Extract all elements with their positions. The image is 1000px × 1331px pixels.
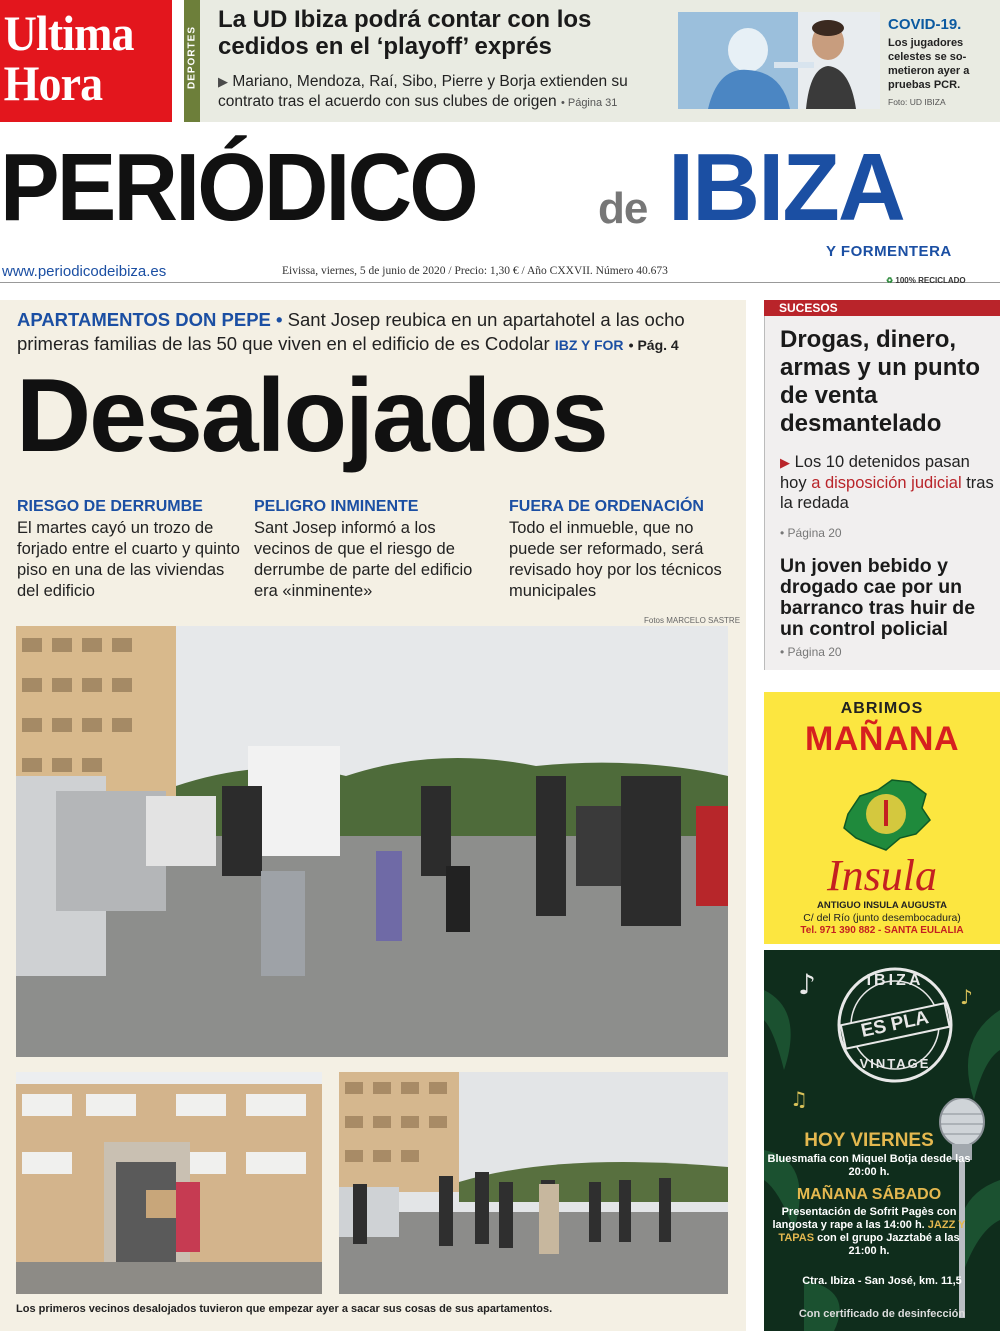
kicker-text: Sant Josep reubica en un apartahotel a las ocho primeras familias de las 50 que viven en el edificio de es Codolar [17, 309, 685, 354]
espla-day2: MAÑANA SÁBADO [796, 1186, 942, 1203]
ibiza-island-icon [830, 768, 940, 858]
sucesos-page-ref-2: • Página 20 [780, 645, 842, 659]
masthead-name-place[interactable]: IBIZA [668, 134, 904, 241]
kicker-bullet: • [276, 309, 283, 330]
music-note-icon: ♪ [798, 968, 816, 1001]
sports-page-ref: • Página 31 [560, 97, 618, 109]
kicker-label: APARTAMENTOS DON PEPE [17, 309, 271, 330]
column-text: El martes cayó un trozo de forjado entre el cuarto y quinto piso en una de las viviendas del edificio [17, 519, 240, 600]
column-risk [17, 496, 243, 602]
covid-credit: Foto: UD IBIZA [888, 97, 946, 107]
masthead-name-main[interactable]: PERIÓDICO [0, 134, 476, 241]
column-text: Todo el inmueble, que no puede ser reformado, será revisado hoy por los técnicos municipales [509, 519, 722, 600]
espla-day1-text: Bluesmafia con Miquel Botja desde las 20:00 h. [767, 1153, 971, 1178]
main-kicker[interactable] [17, 308, 732, 357]
sports-headline[interactable]: La UD Ibiza podrá contar con los cedidos en el ‘playoff’ exprés [218, 6, 592, 60]
column-head: FUERA DE ORDENACIÓN [509, 498, 704, 515]
espla-day2-text: Presentación de Sofrit Pagès con langosta y rape a las 14:00 h. JAZZ Y TAPAS con el grupo Jazztabé a las 21:00 h. [772, 1206, 966, 1257]
covid-test-photo [678, 12, 880, 109]
main-headline[interactable]: Desalojados [16, 358, 607, 474]
sucesos-subhead-1: ▶ Los 10 detenidos pasan hoy a disposición judicial tras la redada [780, 453, 994, 512]
column-ordenacion [509, 496, 735, 602]
section-tab-label: DEPORTES [186, 26, 198, 90]
espla-day1: HOY VIERNES [804, 1130, 934, 1151]
masthead-name-de: de [598, 184, 648, 233]
column-text: Sant Josep informó a los vecinos de que el riesgo de derrumbe de parte del edificio era «inminente» [254, 519, 473, 600]
sucesos-section-tag: SUCESOS [764, 300, 1000, 316]
insula-ad-sub2: C/ del Río (junto desembocadura) [803, 912, 961, 924]
photo-credit: Fotos MARCELO SASTRE [644, 616, 741, 625]
column-head: RIESGO DE DERRUMBE [17, 498, 203, 515]
music-note-icon: ♪ [960, 985, 973, 1009]
section-tab-deportes [184, 0, 200, 122]
covid-text: Los jugadores celestes se so-metieron ayer a pruebas PCR. [888, 37, 970, 91]
column-danger [254, 496, 480, 602]
recycled-badge: ♻ 100% RECICLADO [886, 276, 966, 285]
residents-gathering-photo [339, 1072, 728, 1294]
sucesos-rule [764, 316, 765, 670]
espla-badge-bottom: VINTAGE [859, 1056, 931, 1071]
eviction-main-photo [16, 626, 728, 1057]
building-entrance-photo [16, 1072, 322, 1294]
espla-footer: Con certificado de desinfección [798, 1308, 966, 1320]
logo-line-2: Hora [3, 55, 103, 111]
covid-title: COVID-19. [888, 16, 962, 33]
photo-caption: Los primeros vecinos desalojados tuvieron que empezar ayer a sacar sus cosas de sus apartamentos. [16, 1303, 553, 1315]
espla-address: Ctra. Ibiza - San José, km. 11,5 [802, 1275, 962, 1287]
sports-subhead [218, 72, 668, 113]
espla-badge-mid: ES PLA [859, 1007, 931, 1042]
ultima-hora-logo[interactable] [0, 0, 172, 122]
kicker-section-ref: IBZ Y FOR [554, 337, 624, 353]
espla-badge-top: IBIZA [866, 972, 924, 989]
insula-ad-line2: MAÑANA [804, 720, 960, 758]
insula-ad-sub3: Tel. 971 390 882 - SANTA EULALIA [800, 925, 964, 936]
masthead-subtitle: Y FORMENTERA [826, 243, 952, 260]
insula-ad-line1: ABRIMOS [840, 700, 924, 717]
triangle-bullet-icon: ▶ [780, 455, 790, 470]
insula-brand: Insula [827, 851, 937, 900]
sports-subhead-text: Mariano, Mendoza, Raí, Sibo, Pierre y Borja extienden su contrato tras el acuerdo con sus clubes de origen [218, 73, 628, 110]
issue-info: Eivissa, viernes, 5 de junio de 2020 / Precio: 1,30 € / Año CXXVII. Número 40.673 [282, 265, 668, 277]
sucesos-headline-1[interactable]: Drogas, dinero, armas y un punto de venta desmantelado [780, 326, 981, 437]
kicker-page-ref: • Pág. 4 [628, 337, 679, 353]
music-note-icon: ♫ [790, 1087, 808, 1111]
logo-line-1: Ultima [3, 5, 134, 61]
column-head: PELIGRO INMINENTE [254, 498, 419, 515]
sucesos-headline-2[interactable]: Un joven bebido y drogado cae por un barranco tras huir de un control policial [780, 555, 976, 640]
site-url-link[interactable]: www.periodicodeibiza.es [2, 263, 167, 280]
masthead-divider [0, 282, 1000, 283]
insula-ad-sub1: ANTIGUO INSULA AUGUSTA [816, 900, 947, 911]
sucesos-page-ref-1: • Página 20 [780, 526, 842, 540]
triangle-bullet-icon: ▶ [218, 74, 228, 89]
recycle-icon: ♻ [886, 276, 894, 285]
